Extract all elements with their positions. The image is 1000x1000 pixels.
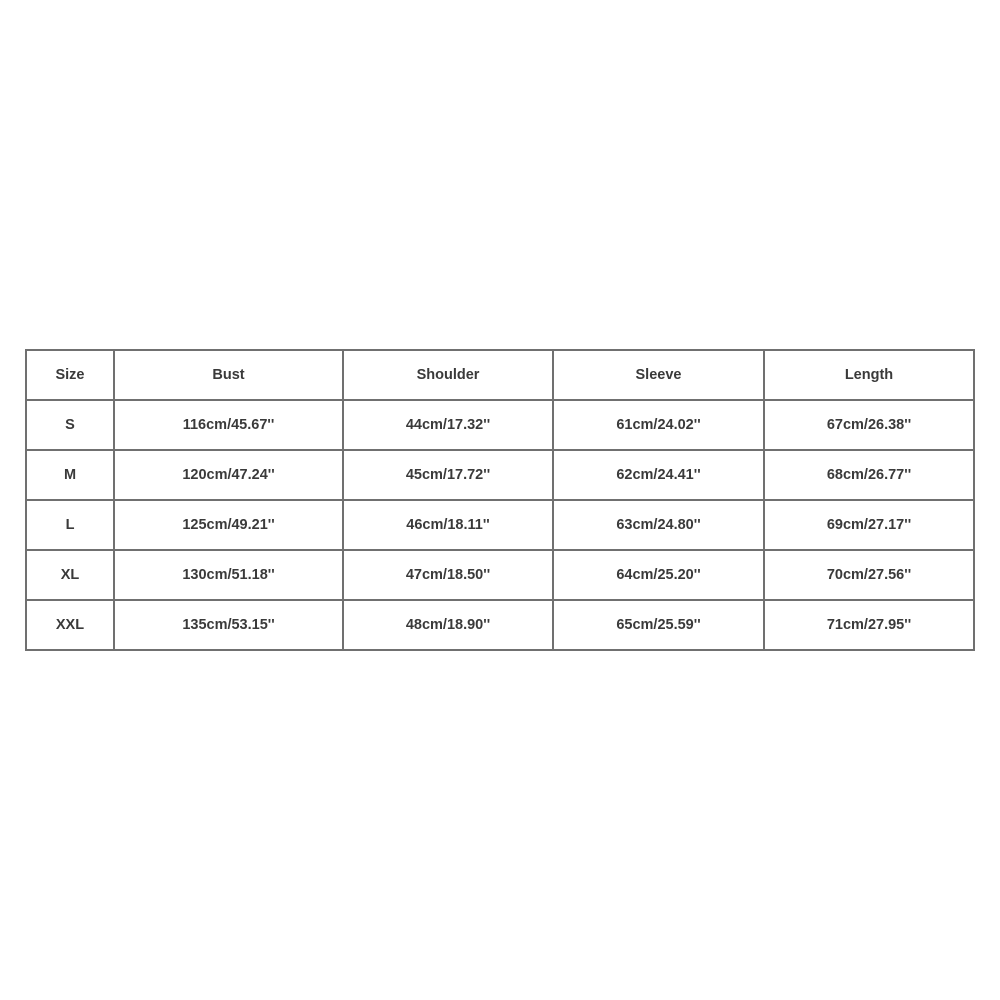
cell-length: 69cm/27.17'' <box>764 500 974 550</box>
cell-bust: 120cm/47.24'' <box>114 450 343 500</box>
header-bust: Bust <box>114 350 343 400</box>
cell-shoulder: 48cm/18.90'' <box>343 600 553 650</box>
header-length: Length <box>764 350 974 400</box>
cell-size: M <box>26 450 114 500</box>
cell-size: XL <box>26 550 114 600</box>
table-row <box>26 550 974 600</box>
cell-size: L <box>26 500 114 550</box>
cell-bust: 135cm/53.15'' <box>114 600 343 650</box>
table-row <box>26 500 974 550</box>
cell-sleeve: 62cm/24.41'' <box>553 450 764 500</box>
cell-sleeve: 61cm/24.02'' <box>553 400 764 450</box>
cell-length: 70cm/27.56'' <box>764 550 974 600</box>
cell-bust: 116cm/45.67'' <box>114 400 343 450</box>
cell-size: XXL <box>26 600 114 650</box>
cell-length: 67cm/26.38'' <box>764 400 974 450</box>
cell-shoulder: 46cm/18.11'' <box>343 500 553 550</box>
header-shoulder: Shoulder <box>343 350 553 400</box>
header-size: Size <box>26 350 114 400</box>
cell-bust: 125cm/49.21'' <box>114 500 343 550</box>
cell-bust: 130cm/51.18'' <box>114 550 343 600</box>
cell-length: 71cm/27.95'' <box>764 600 974 650</box>
header-sleeve: Sleeve <box>553 350 764 400</box>
cell-shoulder: 47cm/18.50'' <box>343 550 553 600</box>
cell-sleeve: 65cm/25.59'' <box>553 600 764 650</box>
cell-size: S <box>26 400 114 450</box>
table-row <box>26 600 974 650</box>
cell-sleeve: 63cm/24.80'' <box>553 500 764 550</box>
cell-shoulder: 45cm/17.72'' <box>343 450 553 500</box>
table-row <box>26 400 974 450</box>
cell-shoulder: 44cm/17.32'' <box>343 400 553 450</box>
table-header-row <box>26 350 974 400</box>
cell-length: 68cm/26.77'' <box>764 450 974 500</box>
size-chart-table <box>25 349 975 651</box>
table-row <box>26 450 974 500</box>
cell-sleeve: 64cm/25.20'' <box>553 550 764 600</box>
